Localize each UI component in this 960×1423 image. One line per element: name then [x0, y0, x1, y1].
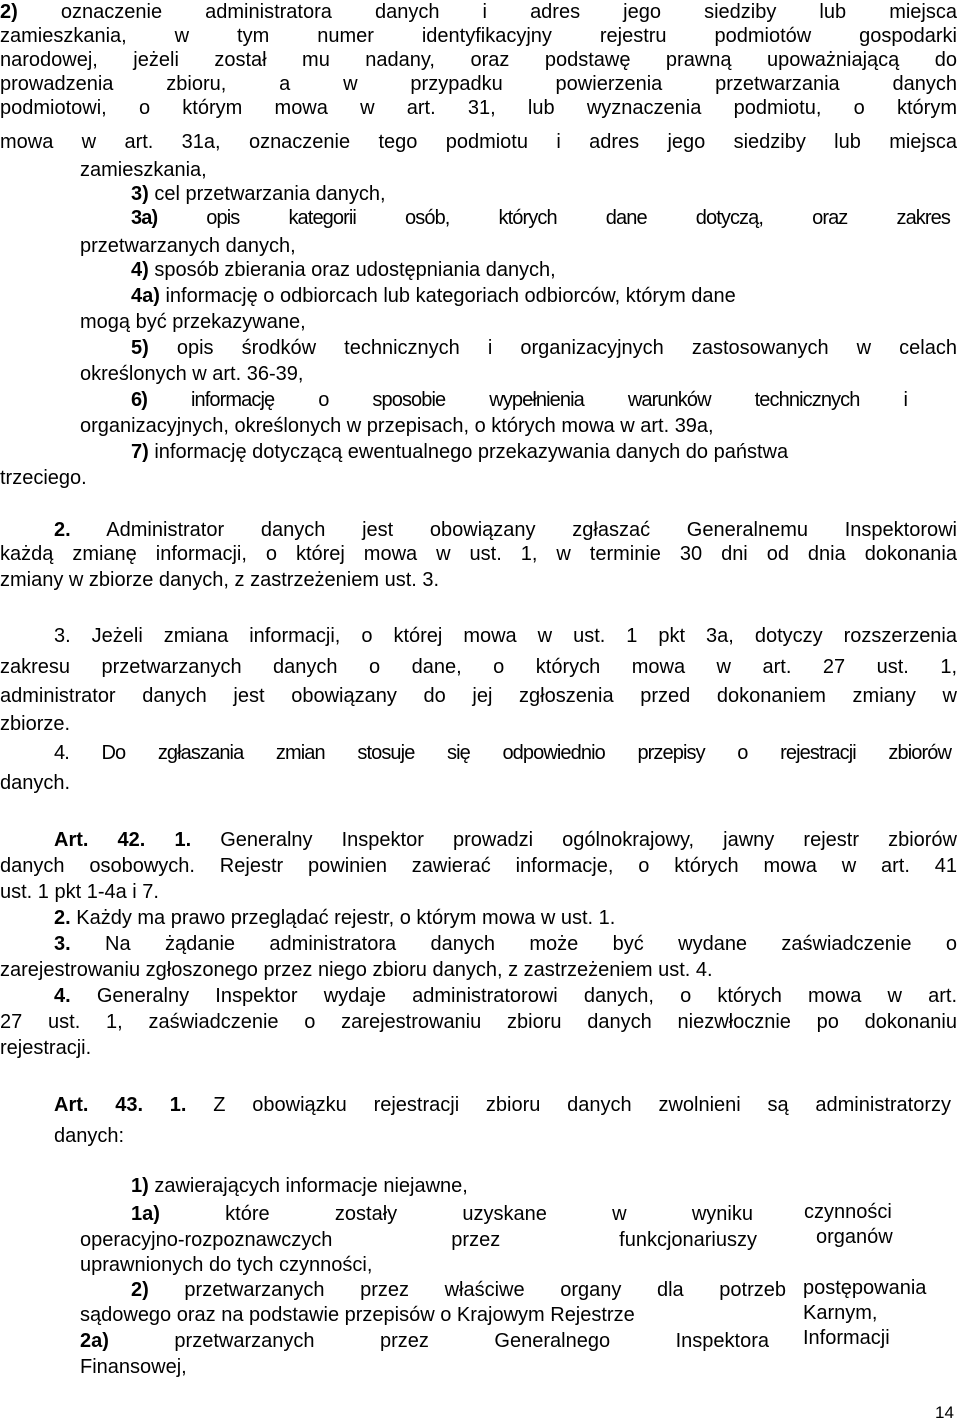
text-line: podmiotowi, o którym mowa w art. 31, lub wyznaczenia podmiotu, o którym: [0, 97, 957, 119]
text-line: uprawnionych do tych czynności,: [80, 1254, 373, 1276]
list-item: 3a) opis kategorii osób, których dane dotyczą, oraz zakres: [131, 207, 950, 229]
list-item: 5) opis środków technicznych i organizacyjnych zastosowanych w celach: [131, 337, 957, 359]
text-line: administrator danych jest obowiązany do jej zgłoszenia przed dokonaniem zmiany w: [0, 685, 957, 707]
text-line: danych.: [0, 772, 71, 794]
text-line: zbiorze.: [0, 713, 71, 735]
text-line: Finansowej,: [80, 1356, 187, 1378]
text-line: operacyjno-rozpoznawczych przez funkcjonariuszy: [80, 1229, 757, 1251]
text-line: narodowej, jeżeli został mu nadany, oraz podstawę prawną upoważniającą do: [0, 49, 957, 71]
text-line: określonych w art. 36-39,: [80, 363, 304, 385]
list-item: 4) sposób zbierania oraz udostępniania danych,: [131, 259, 556, 281]
text-line: 2) oznaczenie administratora danych i adres jego siedziby lub miejsca: [0, 1, 957, 23]
text-line: 27 ust. 1, zaświadczenie o zarejestrowaniu zbioru danych niezwłocznie po dokonaniu: [0, 1011, 957, 1033]
paragraph-ust-4: 4. Do zgłaszania zmian stosuje się odpowiednio przepisy o rejestracji zbiorów: [54, 742, 951, 764]
article-43-heading: Art. 43. 1. Z obowiązku rejestracji zbioru danych zwolnieni są administratorzy: [54, 1094, 951, 1116]
list-item: 6) informację o sposobie wypełnienia warunków technicznych i: [131, 389, 907, 411]
paragraph: 2. Każdy ma prawo przeglądać rejestr, o którym mowa w ust. 1.: [54, 907, 616, 929]
text-line: danych:: [54, 1125, 125, 1147]
text-line: zmiany w zbiorze danych, z zastrzeżeniem ust. 3.: [0, 569, 440, 591]
list-item: 1a) które zostały uzyskane w wyniku: [131, 1203, 753, 1225]
page-number: 14: [935, 1403, 954, 1422]
text-line: mowa w art. 31a, oznaczenie tego podmiotu i adres jego siedziby lub miejsca: [0, 131, 957, 153]
text-line: rejestracji.: [0, 1037, 92, 1059]
text-line: zamieszkania,: [80, 159, 207, 181]
side-word: organów: [816, 1226, 893, 1248]
list-item: 3) cel przetwarzania danych,: [131, 183, 386, 205]
text-line: sądowego oraz na podstawie przepisów o Krajowym Rejestrze: [80, 1304, 635, 1326]
side-word: czynności: [804, 1201, 892, 1223]
text-line: zarejestrowaniu zgłoszonego przez niego zbioru danych, z zastrzeżeniem ust. 4.: [0, 959, 713, 981]
text-line: przetwarzanych danych,: [80, 235, 296, 257]
paragraph: 4. Generalny Inspektor wydaje administratorowi danych, o których mowa w art.: [54, 985, 957, 1007]
list-item: 7) informację dotyczącą ewentualnego przekazywania danych do państwa: [131, 441, 789, 463]
side-word: Informacji: [803, 1327, 890, 1349]
text-line: każdą zmianę informacji, o której mowa w ust. 1, w terminie 30 dni od dnia dokonania: [0, 543, 957, 565]
list-item: 4a) informację o odbiorcach lub kategoriach odbiorców, którym dane: [131, 285, 736, 307]
list-item: 1) zawierających informacje niejawne,: [131, 1175, 468, 1197]
text-line: trzeciego.: [0, 467, 87, 489]
text-line: danych osobowych. Rejestr powinien zawierać informacje, o których mowa w art. 41: [0, 855, 957, 877]
text-line: organizacyjnych, określonych w przepisach, o których mowa w art. 39a,: [80, 415, 714, 437]
list-item: 2a) przetwarzanych przez Generalnego Inspektora: [80, 1330, 769, 1352]
text-line: zakresu przetwarzanych danych o dane, o których mowa w art. 27 ust. 1,: [0, 656, 957, 678]
paragraph-ust-2: 2. Administrator danych jest obowiązany zgłaszać Generalnemu Inspektorowi: [54, 519, 957, 541]
side-word: Karnym,: [803, 1302, 878, 1324]
text-line: ust. 1 pkt 1-4a i 7.: [0, 881, 159, 903]
list-item: 2) przetwarzanych przez właściwe organy dla potrzeb: [131, 1279, 786, 1301]
side-word: postępowania: [803, 1277, 927, 1299]
text-line: prowadzenia zbioru, a w przypadku powierzenia przetwarzania danych: [0, 73, 957, 95]
paragraph: 3. Na żądanie administratora danych może być wydane zaświadczenie o: [54, 933, 957, 955]
text-line: zamieszkania, w tym numer identyfikacyjny rejestru podmiotów gospodarki: [0, 25, 957, 47]
text-line: mogą być przekazywane,: [80, 311, 306, 333]
article-42-heading: Art. 42. 1. Generalny Inspektor prowadzi ogólnokrajowy, jawny rejestr zbiorów: [54, 829, 957, 851]
paragraph-ust-3: 3. Jeżeli zmiana informacji, o której mowa w ust. 1 pkt 3a, dotyczy rozszerzenia: [54, 625, 957, 647]
